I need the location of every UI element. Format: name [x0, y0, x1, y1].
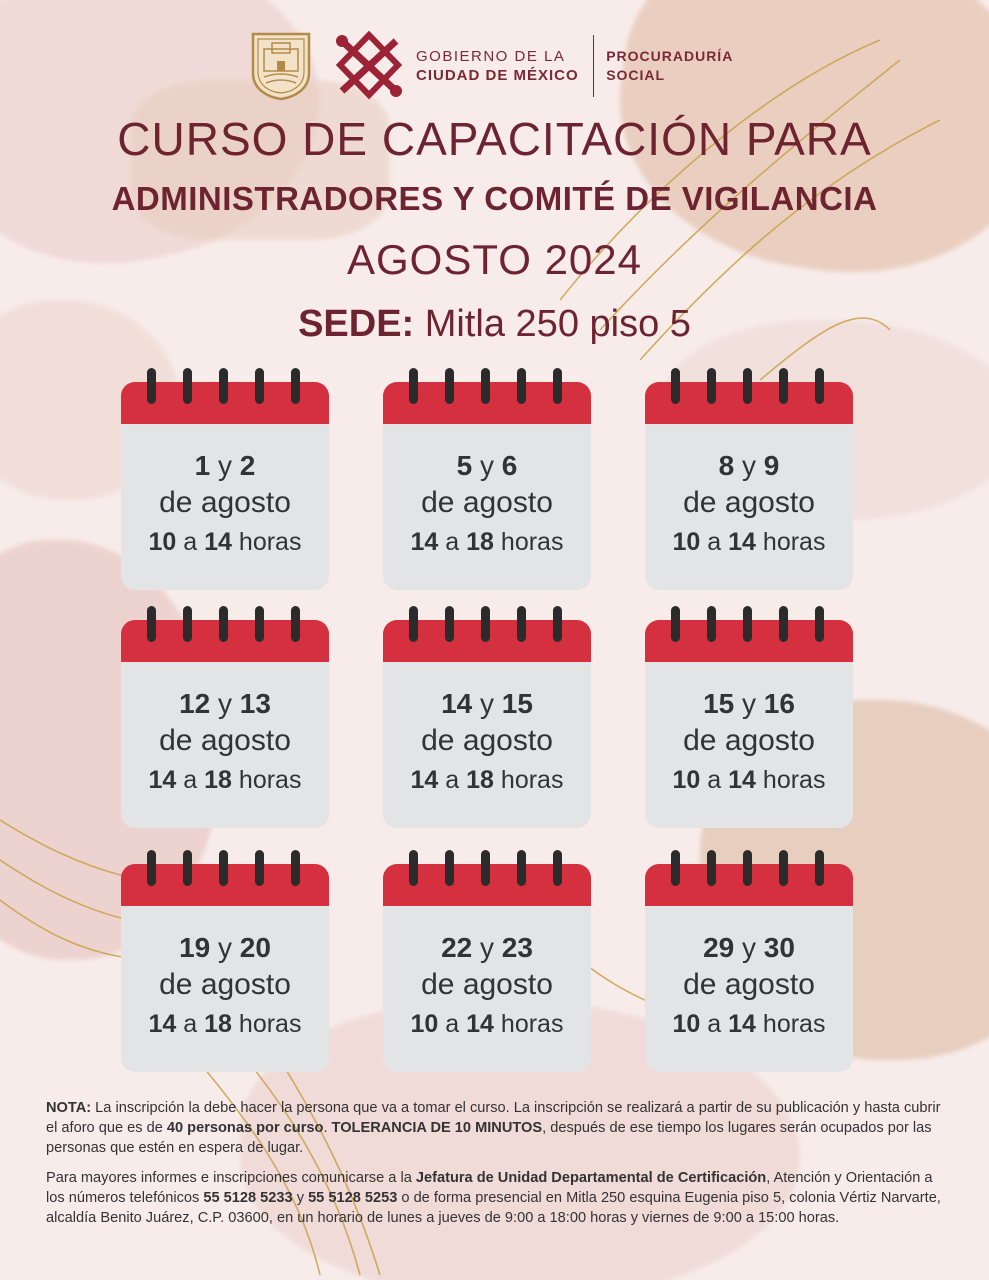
- calendar-ring-icon: [219, 368, 228, 404]
- days-connector: y: [480, 932, 494, 963]
- calendar-card: [121, 606, 329, 828]
- start-hour: 10: [672, 1010, 701, 1038]
- gob-line-1: GOBIERNO DE LA: [416, 48, 566, 65]
- session-hours: [383, 528, 591, 557]
- second-day: 20: [239, 932, 271, 963]
- session-hours: [383, 1010, 591, 1039]
- end-hour: 14: [466, 1010, 494, 1038]
- hours-connector: a: [445, 1010, 460, 1038]
- calendar-ring-icon: [517, 606, 526, 642]
- session-hours: [121, 766, 329, 795]
- end-hour: 18: [466, 528, 494, 556]
- session-month: de agosto: [683, 968, 815, 1001]
- second-day: 13: [239, 688, 271, 719]
- info-text-4: o de forma presencial en Mitla 250 esquina Eugenia piso 5, colonia Vértiz Narvarte, alcaldía Benito Juárez, C.P. 03600, en un horario de lunes a jueves de 9:00 a 18:00 horas y viernes de 9:00 a 15:00 horas.: [46, 1190, 941, 1226]
- calendar-ring-icon: [481, 606, 490, 642]
- first-day: 5: [456, 450, 473, 481]
- session-hours: [645, 528, 853, 557]
- session-hours: [645, 1010, 853, 1039]
- calendar-ring-icon: [147, 850, 156, 886]
- calendar-ring-icon: [255, 606, 264, 642]
- start-hour: 10: [672, 766, 701, 794]
- second-day: 15: [501, 688, 533, 719]
- hours-unit: horas: [500, 766, 564, 794]
- session-days: [645, 932, 853, 964]
- calendar-card: [645, 850, 853, 1072]
- end-hour: 18: [466, 766, 494, 794]
- session-month: de agosto: [159, 486, 291, 519]
- calendar-ring-icon: [445, 606, 454, 642]
- calendar-ring-icon: [671, 368, 680, 404]
- calendar-ring-icon: [553, 606, 562, 642]
- info-paragraph: [46, 1168, 946, 1228]
- cdmx-coat-of-arms-icon: [250, 31, 312, 101]
- calendar-card: [645, 368, 853, 590]
- phone-1: 55 5128 5233: [203, 1190, 293, 1206]
- venue-label: SEDE:: [298, 303, 415, 345]
- hours-unit: horas: [762, 528, 826, 556]
- calendar-ring-icon: [255, 368, 264, 404]
- hours-connector: a: [183, 528, 198, 556]
- calendar-ring-icon: [779, 850, 788, 886]
- session-days: [121, 688, 329, 720]
- phone-2: 55 5128 5253: [308, 1190, 398, 1206]
- title-month: AGOSTO 2024: [346, 236, 643, 283]
- hours-unit: horas: [500, 1010, 564, 1038]
- second-day: 23: [501, 932, 533, 963]
- calendar-ring-icon: [445, 368, 454, 404]
- days-connector: y: [218, 688, 232, 719]
- title-line-2: ADMINISTRADORES Y COMITÉ DE VIGILANCIA: [111, 180, 878, 217]
- calendar-ring-icon: [707, 368, 716, 404]
- calendar-ring-icon: [743, 606, 752, 642]
- calendar-ring-icon: [291, 850, 300, 886]
- days-connector: y: [742, 932, 756, 963]
- hours-connector: a: [707, 528, 722, 556]
- session-month: de agosto: [683, 486, 815, 519]
- session-days: [121, 932, 329, 964]
- government-name: [416, 47, 579, 85]
- second-day: 6: [501, 450, 518, 481]
- first-day: 8: [718, 450, 735, 481]
- first-day: 19: [179, 932, 211, 963]
- hours-unit: horas: [762, 766, 826, 794]
- note-text-2: .: [323, 1120, 332, 1136]
- first-day: 22: [441, 932, 473, 963]
- days-connector: y: [480, 688, 494, 719]
- venue: [0, 303, 989, 346]
- session-month: de agosto: [159, 724, 291, 757]
- info-text-2: , Atención y Orientación a los números telefónicos: [46, 1170, 933, 1206]
- start-hour: 14: [410, 766, 439, 794]
- calendar-ring-icon: [815, 368, 824, 404]
- start-hour: 14: [148, 766, 177, 794]
- session-hours: [645, 766, 853, 795]
- calendar-ring-icon: [481, 850, 490, 886]
- hours-unit: horas: [762, 1010, 826, 1038]
- session-days: [121, 450, 329, 482]
- calendar-card: [383, 606, 591, 828]
- calendar-ring-icon: [481, 368, 490, 404]
- days-connector: y: [480, 450, 494, 481]
- calendar-ring-icon: [219, 606, 228, 642]
- start-hour: 10: [148, 528, 177, 556]
- calendar-ring-icon: [671, 850, 680, 886]
- session-month: de agosto: [159, 968, 291, 1001]
- cdmx-government-mark-icon: [332, 31, 406, 101]
- end-hour: 18: [204, 1010, 232, 1038]
- end-hour: 14: [204, 528, 232, 556]
- calendar-ring-icon: [517, 368, 526, 404]
- calendar-ring-icon: [147, 606, 156, 642]
- hours-connector: a: [707, 1010, 722, 1038]
- first-day: 29: [703, 932, 735, 963]
- calendar-ring-icon: [671, 606, 680, 642]
- start-hour: 14: [148, 1010, 177, 1038]
- calendar-ring-icon: [255, 850, 264, 886]
- note-label: NOTA:: [46, 1100, 92, 1116]
- hours-unit: horas: [238, 766, 302, 794]
- session-hours: [121, 528, 329, 557]
- notes-section: [46, 1098, 946, 1238]
- calendar-ring-icon: [183, 606, 192, 642]
- hours-unit: horas: [500, 528, 564, 556]
- title-line-1: CURSO DE CAPACITACIÓN PARA: [117, 113, 872, 165]
- session-month: de agosto: [421, 968, 553, 1001]
- calendar-card: [383, 368, 591, 590]
- hours-connector: a: [445, 766, 460, 794]
- calendar-ring-icon: [517, 850, 526, 886]
- calendar-ring-icon: [291, 368, 300, 404]
- session-hours: [383, 766, 591, 795]
- days-connector: y: [218, 450, 232, 481]
- session-days: [383, 688, 591, 720]
- session-month: de agosto: [421, 724, 553, 757]
- calendar-card: [645, 606, 853, 828]
- end-hour: 14: [728, 766, 756, 794]
- days-connector: y: [218, 932, 232, 963]
- note-capacity: 40 personas por curso: [166, 1120, 324, 1136]
- calendar-ring-icon: [707, 606, 716, 642]
- calendar-ring-icon: [409, 850, 418, 886]
- first-day: 12: [179, 688, 211, 719]
- end-hour: 14: [728, 528, 756, 556]
- calendar-card: [383, 850, 591, 1072]
- note-text-1: La inscripción la debe hacer la persona que va a tomar el curso. La inscripción se realizará a partir de su publicación y hasta cubrir el aforo que es de: [46, 1100, 941, 1136]
- end-hour: 14: [728, 1010, 756, 1038]
- session-month: de agosto: [683, 724, 815, 757]
- calendar-ring-icon: [815, 850, 824, 886]
- session-days: [645, 450, 853, 482]
- calendar-ring-icon: [707, 850, 716, 886]
- proc-line-1: PROCURADURÍA: [606, 48, 734, 64]
- calendar-ring-icon: [409, 606, 418, 642]
- hours-unit: horas: [238, 1010, 302, 1038]
- info-text-1: Para mayores informes e inscripciones comunicarse a la: [46, 1170, 416, 1186]
- gob-line-2: CIUDAD DE MÉXICO: [416, 67, 579, 84]
- first-day: 14: [441, 688, 473, 719]
- info-office: Jefatura de Unidad Departamental de Certificación: [415, 1170, 767, 1186]
- session-hours: [121, 1010, 329, 1039]
- first-day: 1: [194, 450, 211, 481]
- calendar-ring-icon: [815, 606, 824, 642]
- calendar-ring-icon: [409, 368, 418, 404]
- header-divider: [593, 35, 595, 97]
- calendar-card: [121, 368, 329, 590]
- note-paragraph: [46, 1098, 946, 1158]
- second-day: 9: [763, 450, 780, 481]
- calendar-ring-icon: [779, 606, 788, 642]
- first-day: 15: [703, 688, 735, 719]
- info-text-3: y: [292, 1190, 309, 1206]
- calendar-ring-icon: [743, 368, 752, 404]
- calendar-ring-icon: [445, 850, 454, 886]
- end-hour: 18: [204, 766, 232, 794]
- session-days: [383, 932, 591, 964]
- note-text-3: , después de ese tiempo los lugares serán ocupados por las personas que estén en espera de lugar.: [46, 1120, 932, 1156]
- start-hour: 10: [672, 528, 701, 556]
- calendar-ring-icon: [779, 368, 788, 404]
- header-logos: [250, 30, 733, 102]
- start-hour: 14: [410, 528, 439, 556]
- hours-connector: a: [707, 766, 722, 794]
- hours-unit: horas: [238, 528, 302, 556]
- session-days: [383, 450, 591, 482]
- calendar-ring-icon: [219, 850, 228, 886]
- procuraduria-name: [606, 47, 733, 85]
- venue-value: Mitla 250 piso 5: [414, 303, 691, 345]
- calendar-ring-icon: [147, 368, 156, 404]
- calendar-ring-icon: [183, 850, 192, 886]
- session-days: [645, 688, 853, 720]
- days-connector: y: [742, 450, 756, 481]
- calendar-ring-icon: [553, 368, 562, 404]
- calendar-ring-icon: [743, 850, 752, 886]
- note-tolerance: TOLERANCIA DE 10 MINUTOS: [331, 1120, 543, 1136]
- calendar-ring-icon: [553, 850, 562, 886]
- second-day: 30: [763, 932, 795, 963]
- hours-connector: a: [183, 1010, 198, 1038]
- proc-line-2: SOCIAL: [606, 67, 666, 83]
- days-connector: y: [742, 688, 756, 719]
- second-day: 16: [763, 688, 795, 719]
- calendar-ring-icon: [291, 606, 300, 642]
- second-day: 2: [239, 450, 256, 481]
- start-hour: 10: [410, 1010, 439, 1038]
- calendar-ring-icon: [183, 368, 192, 404]
- calendar-card: [121, 850, 329, 1072]
- hours-connector: a: [445, 528, 460, 556]
- hours-connector: a: [183, 766, 198, 794]
- session-month: de agosto: [421, 486, 553, 519]
